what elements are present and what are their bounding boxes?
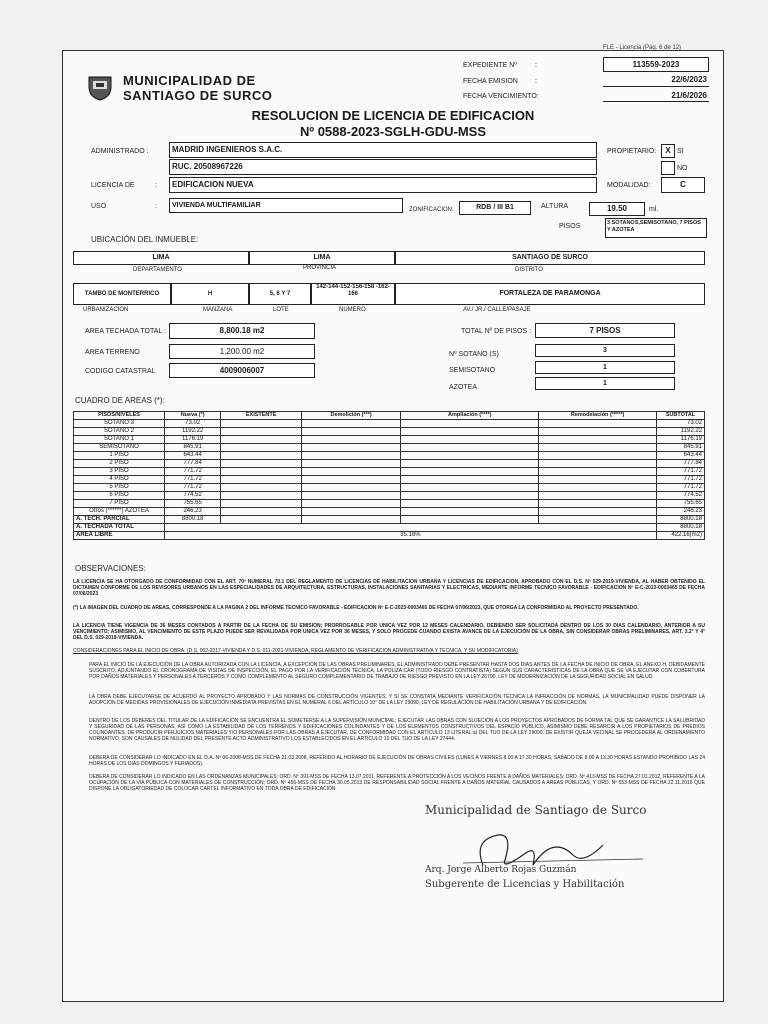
- colon: :: [535, 78, 537, 85]
- cell-nivel: 7 PISO: [74, 500, 165, 508]
- column-header: Ampliación (****): [401, 412, 539, 420]
- cell: [401, 492, 539, 500]
- cell: [302, 484, 401, 492]
- fecha-emision-value: 22/6/2023: [671, 75, 707, 84]
- cell-nueva: 73.02: [165, 420, 221, 428]
- cell-nivel: SOTANO 1: [74, 436, 165, 444]
- cell: [401, 484, 539, 492]
- municipality-name-line1: MUNICIPALIDAD DE: [123, 73, 256, 88]
- administrado-label: ADMINISTRADO :: [91, 148, 149, 155]
- signatory-name: Arq. Jorge Alberto Rojas Guzmán: [425, 865, 577, 875]
- observation-bullet: DENTRO DE LOS DEBERES DEL TITULAR DE LA EDIFICACIÓN SE ENCUENTRA EL SOMETERSE A LA SUPERVISIÓN MUNICIPAL; EJECUTAR LAS OBRAS CON SUJECIÓN A LOS PROYECTOS APROBADOS DE FORMA TAL QUE SE GARANTICE LA SALUBRIDAD Y SEGURIDAD DE LAS PERSONAS, ASÍ COMO LA ESTABILIDAD DE LOS TERRENOS Y EDIFICACIONES COLINDANTES Y DE LOS ELEMENTOS CONSTRUCTIVOS DEL ESPACIO PÚBLICO, ASIMISMO DEBE RESARCIR A LOS PROPIETARIOS DE PREDIOS COLINDANTES, DE PRODUCIR PERJUICIOS MATERIALES Y/O PERSONALES POR LAS OBRAS A EJECUTAR, DE CONFORMIDAD CON EL ARTÍCULO 13 LITERAL a) DEL TUO DE LA LEY 29090. DE EXISTIR QUEJA VECINAL SE PROCEDERÁ AL ORDENAMIENTO NORMATIVO, SON CAUSALES DE NULIDAD DEL PRESENTE ACTO ADMINISTRATIVO LOS ESTABLECIDOS EN EL ARTÍCULO 10 DEL TUO DE LA LEY 27444.: [89, 718, 705, 742]
- ubicacion-heading: UBICACIÓN DEL INMUEBLE:: [91, 235, 199, 244]
- cell: [302, 492, 401, 500]
- cell-subtotal: 777.84: [656, 460, 704, 468]
- cell: [401, 428, 539, 436]
- cell-nueva: 755.65: [165, 500, 221, 508]
- departamento-label: DEPARTAMENTO: [133, 267, 182, 273]
- avenida-value: FORTALEZA DE PARAMONGA: [395, 283, 705, 305]
- table-row: [74, 444, 705, 452]
- signature-institution: Municipalidad de Santiago de Surco: [425, 803, 647, 817]
- cell: [302, 508, 401, 516]
- table-row: [74, 460, 705, 468]
- cell: [221, 476, 302, 484]
- document-title: RESOLUCION DE LICENCIA DE EDIFICACION: [251, 108, 535, 123]
- cell-subtotal: 755.65: [656, 500, 704, 508]
- cell: [302, 428, 401, 436]
- area-techada-label: AREA TECHADA TOTAL :: [85, 328, 166, 335]
- observaciones-heading: OBSERVACIONES:: [75, 564, 146, 573]
- cell-nivel: Otros (******) AZOTEA: [74, 508, 165, 516]
- license-document: [62, 45, 724, 1002]
- divider: [603, 71, 709, 72]
- cell-nueva: 774.52: [165, 492, 221, 500]
- cell-nivel: SEMISOTANO: [74, 444, 165, 452]
- fecha-emision-label: FECHA EMISION: [463, 78, 518, 85]
- lote-value: 5, 6 Y 7: [249, 283, 311, 305]
- areas-table: [73, 411, 705, 540]
- column-header: PISOS/NIVELES: [74, 412, 165, 420]
- cell: [302, 476, 401, 484]
- observation-bullet: PARA EL INICIO DE LA EJECUCIÓN DE LA OBRA AUTORIZADA CON LA LICENCIA, A EXCEPCIÓN DE LAS OBRAS PRELIMINARES, EL ADMINISTRADO DEBE PRESENTAR HASTA DOS DIAS ANTES DE LA FECHA DE INICIO DE OBRA, EL ANEXO H, DEBIDAMENTE SUSCRITO, ADJUNTANDO EL CRONOGRAMA DE VISITAS DE INSPECCIÓN, EL PAGO POR LA VERIFICACIÓN TÉCNICA, LA POLIZA CAR (TODO RIESGO CONTRATISTA) SEGÚN SUS CARACTERISTICAS DE LA OBRA QUE SE VA EJECUTAR CON COBERTURA POR DAÑOS MATERIALES Y PERSONALES A TERCEROS Y COMO COMPLEMENTO AL SEGURO COMPLEMENTARIO DE TRABAJO DE RIESGO PREVISTO EN LA LEY 26790, LEY DE MODERNIZACIÓN DE LA SEGURIDAD SOCIAL EN SALUD.: [89, 662, 705, 680]
- propietario-si-checkbox: X: [661, 144, 675, 158]
- pisos-value: 3 SOTANOS,SEMISOTANO, 7 PISOS Y AZOTEA: [605, 218, 707, 238]
- cell: [539, 420, 657, 428]
- column-header: Demolición (***): [302, 412, 401, 420]
- area-techada-value: 8,800.18 m2: [169, 323, 315, 339]
- divider: [603, 101, 709, 102]
- zonificacion-value: RDB / III B1: [459, 201, 531, 215]
- column-header: Remodelación (*****): [539, 412, 657, 420]
- table-row: [74, 476, 705, 484]
- table-row: [74, 468, 705, 476]
- cell-nueva: 246.23: [165, 508, 221, 516]
- observation-bullet: LA OBRA DEBE EJECUTARSE DE ACUERDO AL PROYECTO APROBADO Y LAS NORMAS DE CONSTRUCCIÓN VIGENTES, Y SI SE CONSTATA MEDIANTE VERIFICACIÓN TÉCNICA LA INFRACCIÓN DE NORMAS, LA MUNICIPALIDAD PUEDE DISPONER LA ADOPCIÓN DE MEDIDAS PROVISIONALES DE EJECUCIÓN INMEDIATA PREVISTAS EN EL NUMERAL 6 DEL ARTÍCULO 10° DE LA LEY 29090, LEY DE REGULACIÓN DE HABILITACIÓN URBANA Y DE EDIFICACIÓN.: [89, 694, 705, 706]
- propietario-no-checkbox: [661, 161, 675, 175]
- row-label: A. TECHADA TOTAL: [74, 524, 165, 532]
- observation-paragraph: LA LICENCIA SE HA OTORGADO DE CONFORMIDAD CON EL ART. 70º NUMERAL 70.1 DEL REGLAMENTO DE LICENCIAS DE HABILITACION URBANA Y LICENCIAS DE EDIFICACION, APROBADO CON EL D.S. Nº 029-2019-VIVIENDA, AL HABER OBTENIDO EL DICTAMEN CONFORME DE LOS REVISORES URBANOS EN LAS ESPECIALIDADES DE ARQUITECTURA, ESTRUCTURAS, INSTALACIONES SANITARIAS Y ELECTRICAS, MEDIANTE INFORME TECNICO FAVORABLE - EDIFICACION Nº E-C-2023-0003465 DE FECHA 07/06/2023: [73, 579, 705, 597]
- modalidad-label: MODALIDAD:: [607, 182, 651, 189]
- column-header: Nueva (*): [165, 412, 221, 420]
- row-label: A. TECH. PARCIAL: [74, 516, 165, 524]
- propietario-label: PROPIETARIO:: [607, 148, 657, 155]
- cell-subtotal: 845.91: [656, 444, 704, 452]
- altura-label: ALTURA: [541, 203, 569, 210]
- cell: [401, 444, 539, 452]
- cell: [401, 436, 539, 444]
- table-row: [74, 484, 705, 492]
- cell: [221, 484, 302, 492]
- pisos-label: PISOS: [559, 223, 581, 230]
- cell: [539, 508, 657, 516]
- table-row: [74, 420, 705, 428]
- cell: [401, 468, 539, 476]
- municipality-name-line2: SANTIAGO DE SURCO: [123, 88, 273, 103]
- cell: [401, 516, 539, 524]
- cell-nivel: 6 PISO: [74, 492, 165, 500]
- provincia-label: PROVINCIA: [303, 265, 337, 271]
- cell: [221, 460, 302, 468]
- cell-nivel: 1 PISO: [74, 452, 165, 460]
- manzana-label: MANZANA: [203, 307, 233, 313]
- cell: [539, 468, 657, 476]
- distrito-value: SANTIAGO DE SURCO: [395, 251, 705, 265]
- cell: [401, 452, 539, 460]
- cell-nueva: 777.84: [165, 460, 221, 468]
- cell-subtotal: 771.72: [656, 476, 704, 484]
- cell-subtotal: 771.72: [656, 468, 704, 476]
- signatory-position: Subgerente de Licencias y Habilitación: [425, 879, 625, 890]
- semisotano-label: SEMISOTANO: [449, 367, 496, 374]
- divider: [603, 86, 709, 87]
- cell-subtotal: 643.44: [656, 452, 704, 460]
- licencia-label: LICENCIA DE: [91, 182, 135, 189]
- cell: [221, 508, 302, 516]
- cell-nueva: 1192.22: [165, 428, 221, 436]
- expediente-label: EXPEDIENTE Nº: [463, 62, 517, 69]
- cell-nivel: 3 PISO: [74, 468, 165, 476]
- cell: [539, 516, 657, 524]
- cell: [302, 460, 401, 468]
- cell-nivel: 5 PISO: [74, 484, 165, 492]
- sotano-value: 3: [535, 344, 675, 357]
- observation-paragraph: CONSIDERACIONES PARA EL INICIO DE OBRA: (D.S. 002-2017-VIVIENDA Y D.S. 011-2021-VIVIENDA, REGLAMENTO DE VERIFICACION ADMINISTRATIVA Y TECNICA, Y SU MODIFICATORIA): [73, 648, 518, 654]
- cell: 422.16(m2): [656, 532, 704, 540]
- cell-nivel: 4 PISO: [74, 476, 165, 484]
- row-label: AREA LIBRE: [74, 532, 165, 540]
- administrado-ruc: RUC. 20508967226: [169, 159, 597, 175]
- modalidad-value: C: [661, 177, 705, 193]
- cell: [539, 492, 657, 500]
- table-row: [74, 524, 705, 532]
- cell-subtotal: 1192.22: [656, 428, 704, 436]
- cell: [221, 500, 302, 508]
- colon: :: [155, 182, 157, 189]
- cell-subtotal: 246.23: [656, 508, 704, 516]
- cell: [221, 436, 302, 444]
- cell: [401, 500, 539, 508]
- cell: [539, 500, 657, 508]
- table-row: [74, 452, 705, 460]
- cell-nueva: 1176.19: [165, 436, 221, 444]
- colon: :: [535, 62, 537, 69]
- departamento-value: LIMA: [73, 251, 249, 265]
- page-indicator: FLE - Licencia (Pag. 6 de 12): [603, 45, 682, 51]
- propietario-no-label: NO: [677, 165, 688, 172]
- cell: [401, 476, 539, 484]
- resolution-number: Nº 0588-2023-SGLH-GDU-MSS: [299, 124, 487, 139]
- cell: [165, 524, 657, 532]
- cell-subtotal: 1176.19: [656, 436, 704, 444]
- cell: [302, 500, 401, 508]
- cell: [539, 476, 657, 484]
- cell: 8800.18: [656, 516, 704, 524]
- cell-subtotal: 73.02: [656, 420, 704, 428]
- cell-nivel: 2 PISO: [74, 460, 165, 468]
- sotano-label: Nº SOTANO (S): [449, 351, 499, 358]
- table-row: [74, 516, 705, 524]
- cell: [302, 436, 401, 444]
- urbanizacion-value: TAMBO DE MONTERRICO: [73, 283, 171, 305]
- avenida-label: AV./ JR./ CALLE/PASAJE: [463, 307, 531, 313]
- cell: [539, 428, 657, 436]
- municipality-logo: [87, 73, 113, 101]
- cell-nueva: 643.44: [165, 452, 221, 460]
- expediente-value: 113559-2023: [603, 57, 709, 72]
- total-pisos-value: 7 PISOS: [535, 323, 675, 338]
- licencia-value: EDIFICACION NUEVA: [169, 177, 597, 193]
- observation-paragraph: LA LICENCIA TIENE VIGENCIA DE 36 MESES CONTADOS A PARTIR DE LA FECHA DE SU EMISION; PRORROGABLE POR UNICA VEZ POR 12 MESES CALENDARIO, DEBIENDO SER SOLICITADA DENTRO DE LOS 30 DIAS CALENDARIO, ANTERIOR A SU VENCIMIENTO; ASIMISMO, AL VENCIMIENTO DE ESTE PLAZO PUEDE SER REVALIDADA POR UNICA VEZ POR 36 MESES, Y SOLO PROCEDE CUANDO EXISTA AVANCE DE LA EJECUCIÓN DE LA OBRA, SIN CONSIDERAR OBRAS PRELIMINARES, ART. 3.2° Y 4° DEL D.S. 029-2019-VIVIENDA.: [73, 623, 705, 641]
- administrado-name: MADRID INGENIEROS S.A.C.: [169, 142, 597, 158]
- cell: [539, 460, 657, 468]
- cell-nueva: 845.91: [165, 444, 221, 452]
- cell: [539, 444, 657, 452]
- cell-nueva: 771.72: [165, 468, 221, 476]
- total-pisos-label: TOTAL Nº DE PISOS :: [461, 328, 532, 335]
- cell: 8800.18: [165, 516, 221, 524]
- numero-label: NUMERO: [339, 307, 366, 313]
- area-terreno-value: 1,200.00 m2: [169, 344, 315, 359]
- table-row: [74, 508, 705, 516]
- area-terreno-label: AREA TERRENO: [85, 349, 140, 356]
- manzana-value: H: [171, 283, 249, 305]
- cell-subtotal: 774.52: [656, 492, 704, 500]
- numero-value: 142-144-152-156-158 -162-166: [311, 283, 395, 305]
- observation-paragraph: (*) LA IMAGEN DEL CUADRO DE AREAS, CORRESPONDE A LA PAGINA 2 DEL INFORME TECNICO FAVORABLE - EDIFICACION Nº E-C-2023-0003465 DE FECHA 07/06/2023, QUE OTORGA LA CONFORMIDAD AL PROYECTO PRESENTADO.: [73, 605, 639, 611]
- uso-label: USO: [91, 203, 107, 210]
- column-header: EXISTENTE: [221, 412, 302, 420]
- cell: [221, 428, 302, 436]
- cell: [221, 420, 302, 428]
- cell: [302, 516, 401, 524]
- lote-label: LOTE: [273, 307, 289, 313]
- fecha-vencimiento-label: FECHA VENCIMIENTO:: [463, 93, 539, 100]
- observation-bullet: DEBERA DE CONSIDERAR LO INDICADO EN EL D.A. Nº 06-2008-MSS DE FECHA 21.03.2008, REFERIDO AL HORARIO DE EJECUCIÓN DE OBRAS CIVILES (LUNES A VIERNES 8.00 A 17.30 HORAS, SABADO DE 8.00 A 13.30 HORAS ESTANDO PROHIBIDO LAS 24 HORAS DE LOS DIAS DOMINGOS Y FERIADOS).: [89, 755, 705, 767]
- codigo-catastral-label: CODIGO CATASTRAL: [85, 368, 156, 375]
- codigo-catastral-value: 4009006007: [169, 363, 315, 378]
- cell: [302, 444, 401, 452]
- cell: [302, 420, 401, 428]
- table-row: [74, 492, 705, 500]
- cell: [221, 468, 302, 476]
- table-row: [74, 428, 705, 436]
- distrito-label: DISTRITO: [515, 267, 543, 273]
- cell-nivel: SOTANO 3: [74, 420, 165, 428]
- colon: :: [155, 203, 157, 210]
- table-row: [74, 532, 705, 540]
- cell: [221, 444, 302, 452]
- azotea-value: 1: [535, 377, 675, 390]
- fecha-vencimiento-value: 21/6/2026: [671, 91, 707, 100]
- cell: [401, 420, 539, 428]
- cell: [539, 436, 657, 444]
- table-row: [74, 500, 705, 508]
- table-row: [74, 436, 705, 444]
- cell: [302, 452, 401, 460]
- azotea-label: AZOTEA: [449, 384, 478, 391]
- cell: [302, 468, 401, 476]
- cell-nueva: 771.72: [165, 484, 221, 492]
- altura-value: 19.50: [589, 202, 645, 216]
- cell-nivel: SOTANO 2: [74, 428, 165, 436]
- areas-table-body: [74, 420, 705, 516]
- cell: [401, 508, 539, 516]
- propietario-si-label: SI: [677, 148, 684, 155]
- altura-unit: ml.: [649, 206, 659, 213]
- zonificacion-label: ZONIFICACION:: [409, 207, 454, 213]
- cell: [221, 452, 302, 460]
- observation-bullet: DEBERA DE CONSIDERAR LO INDICADO EN LAS ORDENANZAS MUNICIPALES: ORD. Nº 391-MSS DE FECHA 13.07.2011, REFERENTE A PROTECCIÓN A LOS VECINOS FRENTE A DAÑOS MATERIALES; ORD. Nº 413-MSS DE FECHA 27.01.2012, REFERENTE A LA OCUPACIÓN DE LA VÍA PÚBLICA CON MATERIALES DE CONSTRUCCIÓN; ORD. Nº 456-MSS DE FECHA 30.05.2013 DE RESPONSABILIDAD SOCIAL FRENTE A DAÑOS MATERIAL CAUSADOS A ÁREAS PÚBLICAS, Y ORD. Nº 553-MSS DE FECHA 22.11.2016 QUE DISPONE LA OBLIGATORIEDAD DE COLOCAR CARTEL INFORMATIVO EN TODA OBRA DE EDIFICACIÓN: [89, 774, 705, 792]
- uso-value: VIVIENDA MULTIFAMILIAR: [169, 198, 403, 213]
- provincia-value: LIMA: [249, 251, 395, 265]
- cell: 35.16%: [165, 532, 657, 540]
- cell-nueva: 771.72: [165, 476, 221, 484]
- semisotano-value: 1: [535, 361, 675, 374]
- cuadro-areas-heading: CUADRO DE AREAS (*):: [75, 396, 165, 405]
- cell: [221, 516, 302, 524]
- cell: [539, 452, 657, 460]
- cell: [401, 460, 539, 468]
- cell-subtotal: 771.72: [656, 484, 704, 492]
- cell: [539, 484, 657, 492]
- cell: [221, 492, 302, 500]
- urbanizacion-label: URBANIZACION: [83, 307, 129, 313]
- table-header-row: [74, 412, 705, 420]
- cell: 8800.18: [656, 524, 704, 532]
- column-header: SUBTOTAL: [656, 412, 704, 420]
